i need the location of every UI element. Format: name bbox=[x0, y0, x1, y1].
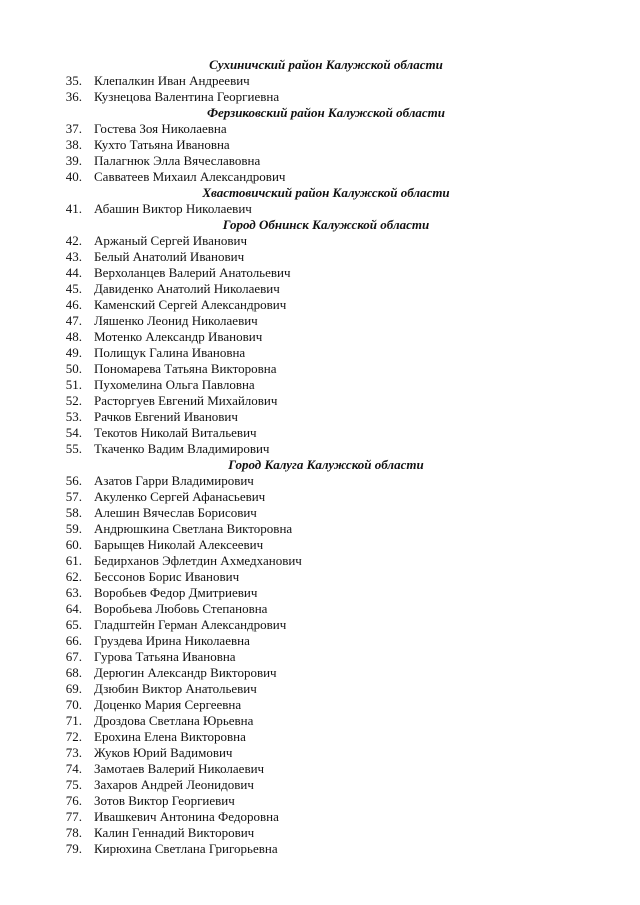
list-item bbox=[0, 713, 640, 729]
list-item bbox=[0, 89, 640, 105]
list-item bbox=[0, 297, 640, 313]
list-item bbox=[0, 329, 640, 345]
entry-number: 41. bbox=[65, 201, 82, 216]
entry-name: Ерохина Елена Викторовна bbox=[94, 729, 246, 744]
entry-number: 45. bbox=[65, 281, 82, 296]
entry-name: Бессонов Борис Иванович bbox=[94, 569, 240, 584]
entry-name: Барыщев Николай Алексеевич bbox=[94, 537, 264, 552]
list-item bbox=[0, 633, 640, 649]
list-item bbox=[0, 393, 640, 409]
list-item bbox=[0, 345, 640, 361]
entry-name: Гладштейн Герман Александрович bbox=[94, 617, 287, 632]
entry-name: Кухто Татьяна Ивановна bbox=[94, 137, 230, 152]
list-item bbox=[0, 521, 640, 537]
entry-number: 54. bbox=[65, 425, 82, 440]
entry-name: Ляшенко Леонид Николаевич bbox=[94, 313, 258, 328]
entry-number: 40. bbox=[65, 169, 82, 184]
entry-number: 58. bbox=[65, 505, 82, 520]
list-item bbox=[0, 425, 640, 441]
entry-number: 57. bbox=[65, 489, 82, 504]
list-item bbox=[0, 649, 640, 665]
list-item bbox=[0, 169, 640, 185]
list-item bbox=[0, 121, 640, 137]
entry-number: 76. bbox=[65, 793, 82, 808]
list-item bbox=[0, 473, 640, 489]
entry-name: Дерюгин Александр Викторович bbox=[94, 665, 277, 680]
section-heading: Город Калуга Калужской области bbox=[228, 457, 424, 472]
entry-number: 70. bbox=[65, 697, 82, 712]
entry-name: Зотов Виктор Георгиевич bbox=[94, 793, 235, 808]
entry-number: 51. bbox=[65, 377, 82, 392]
list-item bbox=[0, 681, 640, 697]
list-item bbox=[0, 409, 640, 425]
entry-name: Савватеев Михаил Александрович bbox=[94, 169, 286, 184]
list-item bbox=[0, 617, 640, 633]
entry-number: 69. bbox=[65, 681, 82, 696]
entry-number: 64. bbox=[65, 601, 82, 616]
document-page bbox=[0, 57, 640, 857]
entry-number: 68. bbox=[65, 665, 82, 680]
entry-number: 48. bbox=[65, 329, 82, 344]
list-item bbox=[0, 441, 640, 457]
entry-number: 74. bbox=[65, 761, 82, 776]
list-item bbox=[0, 729, 640, 745]
entry-number: 35. bbox=[65, 73, 82, 88]
list-item bbox=[0, 201, 640, 217]
entry-name: Пухомелина Ольга Павловна bbox=[94, 377, 255, 392]
entry-name: Верхоланцев Валерий Анатольевич bbox=[94, 265, 291, 280]
list-item bbox=[0, 73, 640, 89]
list-item bbox=[0, 777, 640, 793]
entry-number: 46. bbox=[65, 297, 82, 312]
entry-number: 65. bbox=[65, 617, 82, 632]
entry-number: 66. bbox=[65, 633, 82, 648]
entry-name: Захаров Андрей Леонидович bbox=[94, 777, 254, 792]
entry-number: 37. bbox=[65, 121, 82, 136]
list-item bbox=[0, 841, 640, 857]
entry-name: Белый Анатолий Иванович bbox=[94, 249, 245, 264]
list-item bbox=[0, 537, 640, 553]
entry-name: Воробьева Любовь Степановна bbox=[94, 601, 268, 616]
list-item bbox=[0, 137, 640, 153]
entry-name: Палагнюк Элла Вячеславовна bbox=[94, 153, 261, 168]
list-item bbox=[0, 361, 640, 377]
entry-name: Замотаев Валерий Николаевич bbox=[94, 761, 265, 776]
list-item bbox=[0, 665, 640, 681]
list-item bbox=[0, 489, 640, 505]
list-item bbox=[0, 585, 640, 601]
entry-number: 71. bbox=[65, 713, 82, 728]
section-heading: Сухиничский район Калужской области bbox=[209, 57, 443, 72]
entry-number: 36. bbox=[65, 89, 82, 104]
list-item bbox=[0, 265, 640, 281]
entry-name: Дзюбин Виктор Анатольевич bbox=[94, 681, 257, 696]
entry-name: Клепалкин Иван Андреевич bbox=[94, 73, 250, 88]
entry-name: Гостева Зоя Николаевна bbox=[94, 121, 227, 136]
entry-name: Каменский Сергей Александрович bbox=[94, 297, 287, 312]
entry-number: 63. bbox=[65, 585, 82, 600]
entry-name: Кузнецова Валентина Георгиевна bbox=[94, 89, 280, 104]
entry-number: 38. bbox=[65, 137, 82, 152]
entry-name: Ткаченко Вадим Владимирович bbox=[94, 441, 270, 456]
entry-name: Бедирханов Эфлетдин Ахмедханович bbox=[94, 553, 302, 568]
list-item bbox=[0, 553, 640, 569]
entry-number: 55. bbox=[65, 441, 82, 456]
entry-name: Абашин Виктор Николаевич bbox=[94, 201, 252, 216]
entry-number: 59. bbox=[65, 521, 82, 536]
entry-number: 39. bbox=[65, 153, 82, 168]
list-item bbox=[0, 569, 640, 585]
section-heading: Хвастовичский район Калужской области bbox=[202, 185, 450, 200]
entry-number: 79. bbox=[65, 841, 82, 856]
entry-name: Кирюхина Светлана Григорьевна bbox=[94, 841, 278, 856]
entry-number: 78. bbox=[65, 825, 82, 840]
entry-number: 73. bbox=[65, 745, 82, 760]
entry-number: 75. bbox=[65, 777, 82, 792]
list-item bbox=[0, 761, 640, 777]
entry-number: 62. bbox=[65, 569, 82, 584]
entry-number: 43. bbox=[65, 249, 82, 264]
entry-name: Андрюшкина Светлана Викторовна bbox=[94, 521, 293, 536]
entry-name: Рачков Евгений Иванович bbox=[94, 409, 238, 424]
entry-number: 67. bbox=[65, 649, 82, 664]
list-item bbox=[0, 153, 640, 169]
entry-number: 47. bbox=[65, 313, 82, 328]
entry-name: Расторгуев Евгений Михайлович bbox=[94, 393, 278, 408]
entry-number: 44. bbox=[65, 265, 82, 280]
section-heading: Город Обнинск Калужской области bbox=[222, 217, 430, 232]
list-item bbox=[0, 505, 640, 521]
entry-name: Азатов Гарри Владимирович bbox=[94, 473, 254, 488]
entry-number: 53. bbox=[65, 409, 82, 424]
entry-name: Груздева Ирина Николаевна bbox=[94, 633, 250, 648]
entry-name: Полищук Галина Ивановна bbox=[94, 345, 246, 360]
entry-number: 42. bbox=[65, 233, 82, 248]
entry-number: 60. bbox=[65, 537, 82, 552]
entry-name: Дроздова Светлана Юрьевна bbox=[94, 713, 254, 728]
entry-name: Ивашкевич Антонина Федоровна bbox=[94, 809, 279, 824]
entry-name: Гурова Татьяна Ивановна bbox=[94, 649, 236, 664]
entry-name: Давиденко Анатолий Николаевич bbox=[94, 281, 280, 296]
entry-name: Калин Геннадий Викторович bbox=[94, 825, 255, 840]
list-item bbox=[0, 281, 640, 297]
list-item bbox=[0, 745, 640, 761]
list-item bbox=[0, 233, 640, 249]
entry-name: Алешин Вячеслав Борисович bbox=[94, 505, 257, 520]
list-item bbox=[0, 377, 640, 393]
entry-name: Жуков Юрий Вадимович bbox=[94, 745, 233, 760]
section-heading: Ферзиковский район Калужской области bbox=[206, 105, 446, 120]
entry-number: 52. bbox=[65, 393, 82, 408]
entry-number: 49. bbox=[65, 345, 82, 360]
entry-number: 50. bbox=[65, 361, 82, 376]
entry-number: 77. bbox=[65, 809, 82, 824]
list-item bbox=[0, 697, 640, 713]
entry-name: Текотов Николай Витальевич bbox=[94, 425, 257, 440]
list-item bbox=[0, 249, 640, 265]
entry-name: Воробьев Федор Дмитриевич bbox=[94, 585, 258, 600]
list-item bbox=[0, 313, 640, 329]
entry-name: Аржаный Сергей Иванович bbox=[94, 233, 247, 248]
entry-number: 56. bbox=[65, 473, 82, 488]
entry-name: Акуленко Сергей Афанасьевич bbox=[94, 489, 266, 504]
list-item bbox=[0, 809, 640, 825]
list-item bbox=[0, 601, 640, 617]
list-item bbox=[0, 793, 640, 809]
entry-number: 72. bbox=[65, 729, 82, 744]
entry-name: Пономарева Татьяна Викторовна bbox=[94, 361, 277, 376]
entry-number: 61. bbox=[65, 553, 82, 568]
entry-name: Доценко Мария Сергеевна bbox=[94, 697, 242, 712]
entry-name: Мотенко Александр Иванович bbox=[94, 329, 263, 344]
list-item bbox=[0, 825, 640, 841]
